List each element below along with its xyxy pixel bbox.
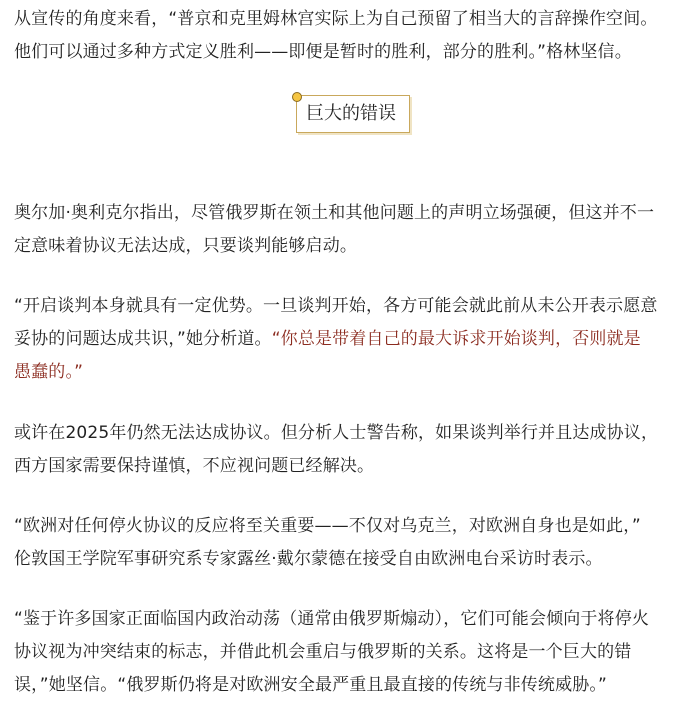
paragraph-1-line-2: 他们可以通过多种方式定义胜利——即便是暂时的胜利，部分的胜利。”格林坚信。 <box>14 42 632 62</box>
paragraph-4-line-2: 西方国家需要保持谨慎，不应视问题已经解决。 <box>14 456 375 476</box>
paragraph-6-line-3: 误，”她坚信。“俄罗斯仍将是对欧洲安全最严重且最直接的传统与非传统威胁。” <box>14 675 607 695</box>
paragraph-2-line-2: 定意味着协议无法达成，只要谈判能够启动。 <box>14 236 357 256</box>
paragraph-4-line-1: 或许在2025年仍然无法达成协议。但分析人士警告称，如果谈判举行并且达成协议， <box>14 423 659 443</box>
paragraph-3-line-2-plain: 妥协的问题达成共识，”她分析道。 <box>14 329 272 349</box>
paragraph-4 <box>14 417 658 483</box>
paragraph-6-line-1: “鉴于许多国家正面临国内政治动荡（通常由俄罗斯煽动），它们可能会倾向于将停火 <box>14 609 650 629</box>
paragraph-5-line-1: “欧洲对任何停火协议的反应将至关重要——不仅对乌克兰，对欧洲自身也是如此，” <box>14 516 641 536</box>
paragraph-3-line-2 <box>14 323 658 356</box>
paragraph-6-line-2: 协议视为冲突结束的标志，并借此机会重启与俄罗斯的关系。这将是一个巨大的错 <box>14 642 632 662</box>
section-heading <box>296 95 410 133</box>
paragraph-6 <box>14 603 649 702</box>
paragraph-3 <box>14 290 658 389</box>
paragraph-5 <box>14 510 641 576</box>
paragraph-2 <box>14 197 654 263</box>
highlighted-quote: “你总是带着自己的最大诉求开始谈判，否则就是 <box>271 329 641 349</box>
paragraph-1 <box>14 3 658 69</box>
paragraph-1-line-1: 从宣传的角度来看，“普京和克里姆林宫实际上为自己预留了相当大的言辞操作空间。 <box>14 9 658 29</box>
paragraph-3-line-3-quote: 愚蠢的。” <box>14 362 84 382</box>
paragraph-5-line-2: 伦敦国王学院军事研究系专家露丝·戴尔蒙德在接受自由欧洲电台采访时表示。 <box>14 549 603 569</box>
section-heading-title: 巨大的错误 <box>306 103 396 124</box>
paragraph-2-line-1: 奥尔加·奥利克尔指出，尽管俄罗斯在领土和其他问题上的声明立场强硬，但这并不一 <box>14 203 655 223</box>
bullet-dot-icon <box>292 92 302 102</box>
paragraph-3-line-1: “开启谈判本身就具有一定优势。一旦谈判开始，各方可能会就此前从未公开表示愿意 <box>14 296 658 316</box>
